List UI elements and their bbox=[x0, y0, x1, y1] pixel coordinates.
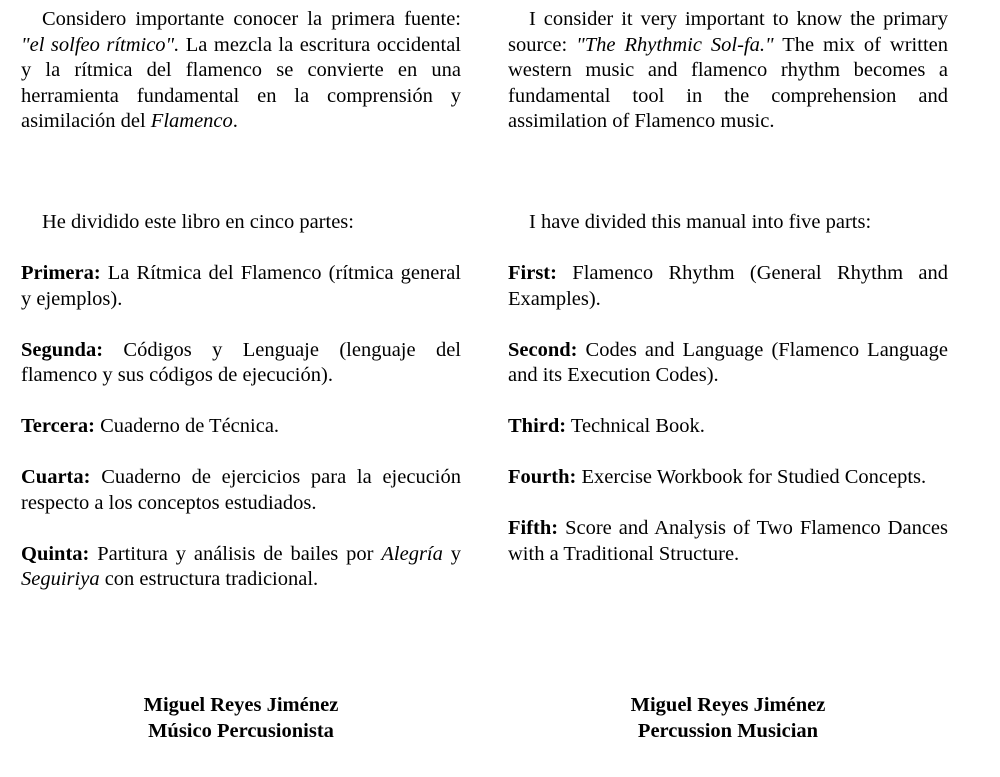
english-part-1 bbox=[508, 261, 948, 312]
spanish-column bbox=[21, 7, 462, 742]
english-part-label: First: bbox=[508, 262, 557, 284]
spanish-intro-lead: Considero importante conocer la primera fuente: bbox=[42, 8, 461, 30]
spanish-part-label: Primera: bbox=[21, 262, 101, 284]
english-column bbox=[508, 7, 948, 742]
spanish-part-text: Partitura y análisis de bailes por bbox=[89, 542, 382, 565]
spanish-part-seguiriya: Seguiriya bbox=[21, 568, 100, 591]
spanish-part-alegria: Alegría bbox=[381, 542, 443, 565]
english-part-4 bbox=[508, 465, 948, 491]
english-part-text: Flamenco Rhythm (General Rhythm and Examples). bbox=[508, 262, 948, 310]
spanish-part-3 bbox=[21, 414, 461, 440]
english-part-5 bbox=[508, 516, 948, 567]
english-part-text: Technical Book. bbox=[566, 415, 705, 438]
english-intro-lead: I consider it very important to know the primary source: bbox=[508, 8, 948, 56]
english-divided-heading: I have divided this manual into five parts: bbox=[529, 211, 872, 233]
spanish-part-2 bbox=[21, 338, 461, 389]
spanish-signature-name: Miguel Reyes Jiménez bbox=[143, 694, 339, 716]
spanish-divided-heading: He dividido este libro en cinco partes: bbox=[42, 211, 354, 233]
spanish-signature bbox=[21, 693, 461, 744]
spanish-part-label: Quinta: bbox=[21, 542, 90, 565]
english-part-label: Fourth: bbox=[508, 466, 577, 489]
spanish-intro-source: "el solfeo rítmico". bbox=[21, 33, 180, 56]
english-part-label: Fifth: bbox=[508, 517, 559, 540]
english-part-text: Codes and Language (Flamenco Language and its Execution Codes). bbox=[508, 338, 948, 387]
spanish-part-text: Cuaderno de ejercicios para la ejecución respecto a los conceptos estudiados. bbox=[21, 466, 461, 514]
english-signature-name: Miguel Reyes Jiménez bbox=[630, 694, 826, 716]
english-part-label: Third: bbox=[508, 415, 567, 438]
spanish-part-text: y bbox=[442, 542, 462, 565]
spanish-part-text: con estructura tradicional. bbox=[99, 568, 319, 591]
spanish-parts-list bbox=[21, 261, 461, 618]
spanish-intro-flamenco: Flamenco bbox=[150, 110, 233, 133]
english-part-text: Exercise Workbook for Studied Concepts. bbox=[576, 466, 927, 489]
english-signature bbox=[508, 693, 948, 744]
spanish-part-label: Tercera: bbox=[21, 415, 95, 438]
english-intro-source: "The Rhythmic Sol-fa." bbox=[576, 33, 774, 56]
english-part-text: Score and Analysis of Two Flamenco Dances with a Traditional Structure. bbox=[508, 517, 948, 565]
spanish-part-1 bbox=[21, 261, 461, 312]
spanish-part-text: Códigos y Lenguaje (lenguaje del flamenco y sus códigos de ejecución). bbox=[21, 338, 461, 387]
spanish-intro-paragraph bbox=[21, 7, 461, 135]
spanish-signature-role: Músico Percusionista bbox=[148, 719, 334, 742]
english-intro-paragraph bbox=[508, 7, 948, 135]
english-part-2 bbox=[508, 338, 948, 389]
spanish-part-label: Segunda: bbox=[21, 338, 104, 361]
spanish-intro-end: . bbox=[232, 110, 238, 133]
spanish-part-4 bbox=[21, 465, 461, 516]
english-part-3 bbox=[508, 414, 948, 440]
english-intro-rest: The mix of written western music and flamenco rhythm becomes a fundamental tool in the comprehension and assimilation of Flamenco music. bbox=[508, 33, 948, 133]
spanish-part-5 bbox=[21, 542, 461, 593]
spanish-part-text: La Rítmica del Flamenco (rítmica general y ejemplos). bbox=[21, 262, 461, 310]
english-parts-list bbox=[508, 261, 948, 593]
english-signature-role: Percussion Musician bbox=[637, 719, 819, 742]
spanish-part-label: Cuarta: bbox=[21, 466, 91, 489]
spanish-intro-middle: La mezcla la escritura occidental y la rítmica del flamenco se convierte en una herramienta fundamental en la comprensión y asimilación del bbox=[21, 33, 461, 133]
spanish-part-text: Cuaderno de Técnica. bbox=[95, 415, 280, 438]
english-part-label: Second: bbox=[508, 338, 578, 361]
